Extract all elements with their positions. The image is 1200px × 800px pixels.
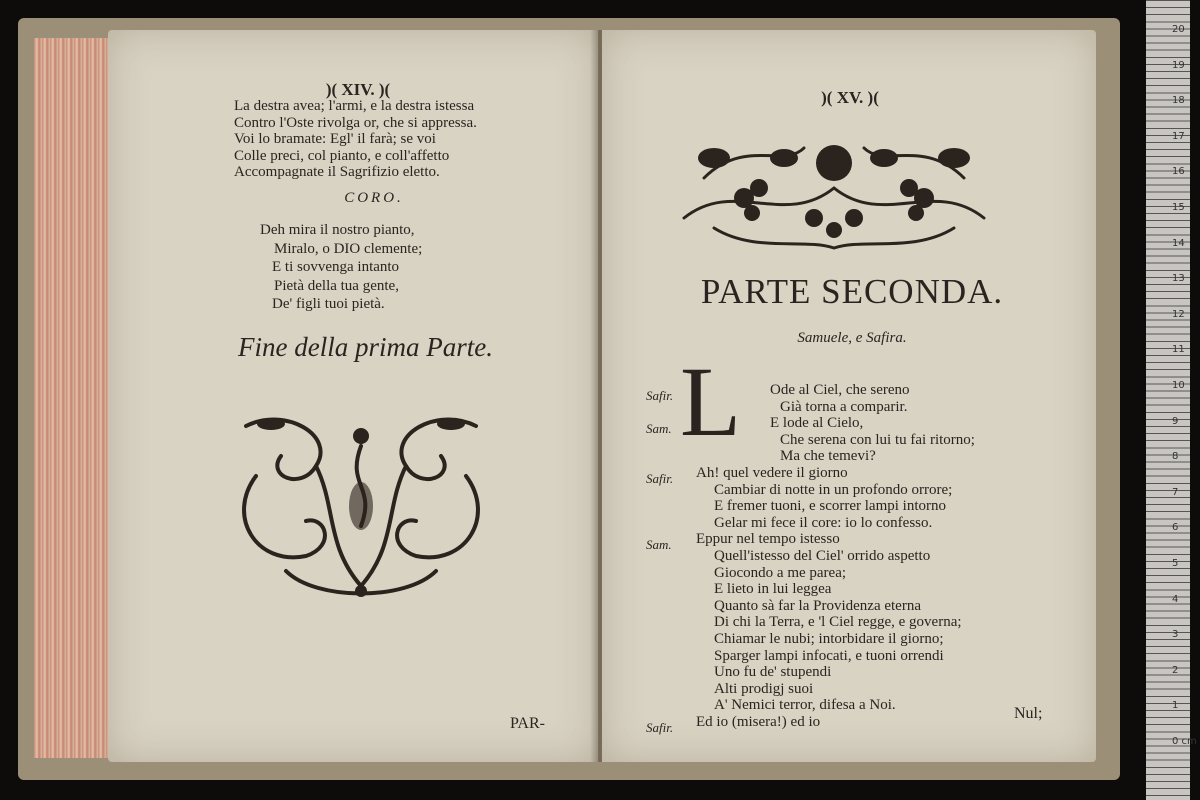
speaker-label: Safir. (646, 720, 674, 735)
speaker-label: Sam. (646, 421, 672, 437)
ruler-label: 2 (1172, 664, 1179, 676)
drop-cap: L (680, 346, 742, 457)
ruler-label: 4 (1172, 593, 1179, 605)
ruler-label: 9 (1172, 415, 1179, 427)
dialogue-line: Eppur nel tempo istesso (696, 531, 840, 548)
ruler-label: 0 cm (1172, 736, 1197, 747)
dialogue-line: Giocondo a me parea; (714, 564, 847, 581)
ruler-label: 7 (1172, 486, 1179, 498)
ornament-grapevine-headpiece (674, 118, 994, 258)
dialogue-line: Uno fu de' stupendi (714, 664, 832, 681)
coro-line: Miralo, o DIO clemente; (274, 240, 423, 257)
ruler-label: 17 (1172, 130, 1185, 142)
ruler-label: 8 (1172, 451, 1179, 463)
speaker-label: Safir. (646, 388, 674, 403)
ruler-label: 14 (1172, 237, 1185, 249)
ruler-label: 13 (1172, 273, 1185, 285)
dialogue-line: E lieto in lui leggea (714, 581, 832, 598)
dialogue-line: Ode al Ciel, che sereno (770, 382, 910, 398)
dialogue-line: Ed io (misera!) ed io (696, 714, 821, 730)
speaker-label: Safir. (646, 471, 674, 486)
ruler-label: 16 (1172, 166, 1185, 178)
dialogue-line: Di chi la Terra, e 'l Ciel regge, e governa; (714, 614, 962, 631)
section-title: PARTE SECONDA. (700, 272, 1004, 311)
coro-line: De' figli tuoi pietà. (272, 296, 385, 312)
coro-line: Pietà della tua gente, (274, 277, 399, 294)
verse-line: La destra avea; l'armi, e la destra istessa (234, 98, 475, 114)
ruler-label: 3 (1172, 629, 1179, 641)
dialogue-line: Ah! quel vedere il giorno (696, 465, 848, 481)
left-page-number: )( XIV. )( (325, 80, 391, 99)
right-catchword: Nul; (1014, 705, 1043, 722)
verse-line: Voi lo bramate: Egl' il farà; se voi (234, 131, 436, 147)
ruler-label: 18 (1172, 95, 1185, 107)
ruler-label: 20 (1172, 24, 1185, 35)
ruler-label: 6 (1172, 522, 1179, 534)
coro-line: Deh mira il nostro pianto, (260, 222, 415, 238)
verse-line: Contro l'Oste rivolga or, che si appressa. (234, 114, 477, 131)
left-page (108, 30, 598, 762)
dialogue-line: Cambiar di notte in un profondo orrore; (714, 481, 953, 498)
speaker-label: Sam. (646, 537, 672, 553)
dialogue-line: A' Nemici terror, difesa a Noi. (714, 697, 896, 714)
book (18, 18, 1120, 780)
ruler-label: 1 (1172, 700, 1179, 712)
right-page (602, 30, 1096, 762)
dialogue-line: Chiamar le nubi; intorbidare il giorno; (714, 631, 944, 647)
verse-line: Colle preci, col pianto, e coll'affetto (234, 147, 450, 164)
ruler-label: 10 (1172, 380, 1185, 391)
dialogue-line: Quanto sà far la Providenza eterna (714, 597, 921, 614)
dialogue-line: E fremer tuoni, e scorrer lampi intorno (714, 498, 947, 515)
dialogue-line: Gelar mi fece il core: io lo confesso. (714, 514, 933, 531)
dialogue-line: Alti prodigj suoi (714, 680, 814, 697)
dialogue-line: Ma che temevi? (780, 448, 876, 465)
ruler-label: 12 (1172, 308, 1185, 320)
page-edges (34, 38, 114, 758)
coro-heading: CORO. (344, 190, 404, 206)
ruler-label: 19 (1172, 59, 1185, 71)
characters-line: Samuele, e Safira. (797, 330, 907, 346)
dialogue-line: E lode al Cielo, (770, 415, 864, 432)
coro-line: E ti sovvenga intanto (272, 259, 400, 275)
ruler-label: 11 (1172, 344, 1185, 356)
dialogue-line: Quell'istesso del Ciel' orrido aspetto (714, 548, 931, 564)
left-catchword: PAR- (510, 715, 545, 732)
fine-prima-parte: Fine della prima Parte. (238, 332, 493, 362)
verse-line: Accompagnate il Sagrifizio eletto. (234, 164, 440, 180)
right-page-number: )( XV. )( (821, 88, 879, 107)
measuring-ruler (1146, 0, 1190, 800)
dialogue-line: Sparger lampi infocati, e tuoni orrendi (714, 647, 944, 664)
ruler-label: 5 (1172, 558, 1179, 569)
dialogue-line: Che serena con lui tu fai ritorno; (780, 431, 975, 448)
ornament-scroll-vignette (226, 406, 496, 606)
dialogue-line: Già torna a comparir. (780, 398, 908, 415)
ruler-label: 15 (1172, 202, 1185, 213)
